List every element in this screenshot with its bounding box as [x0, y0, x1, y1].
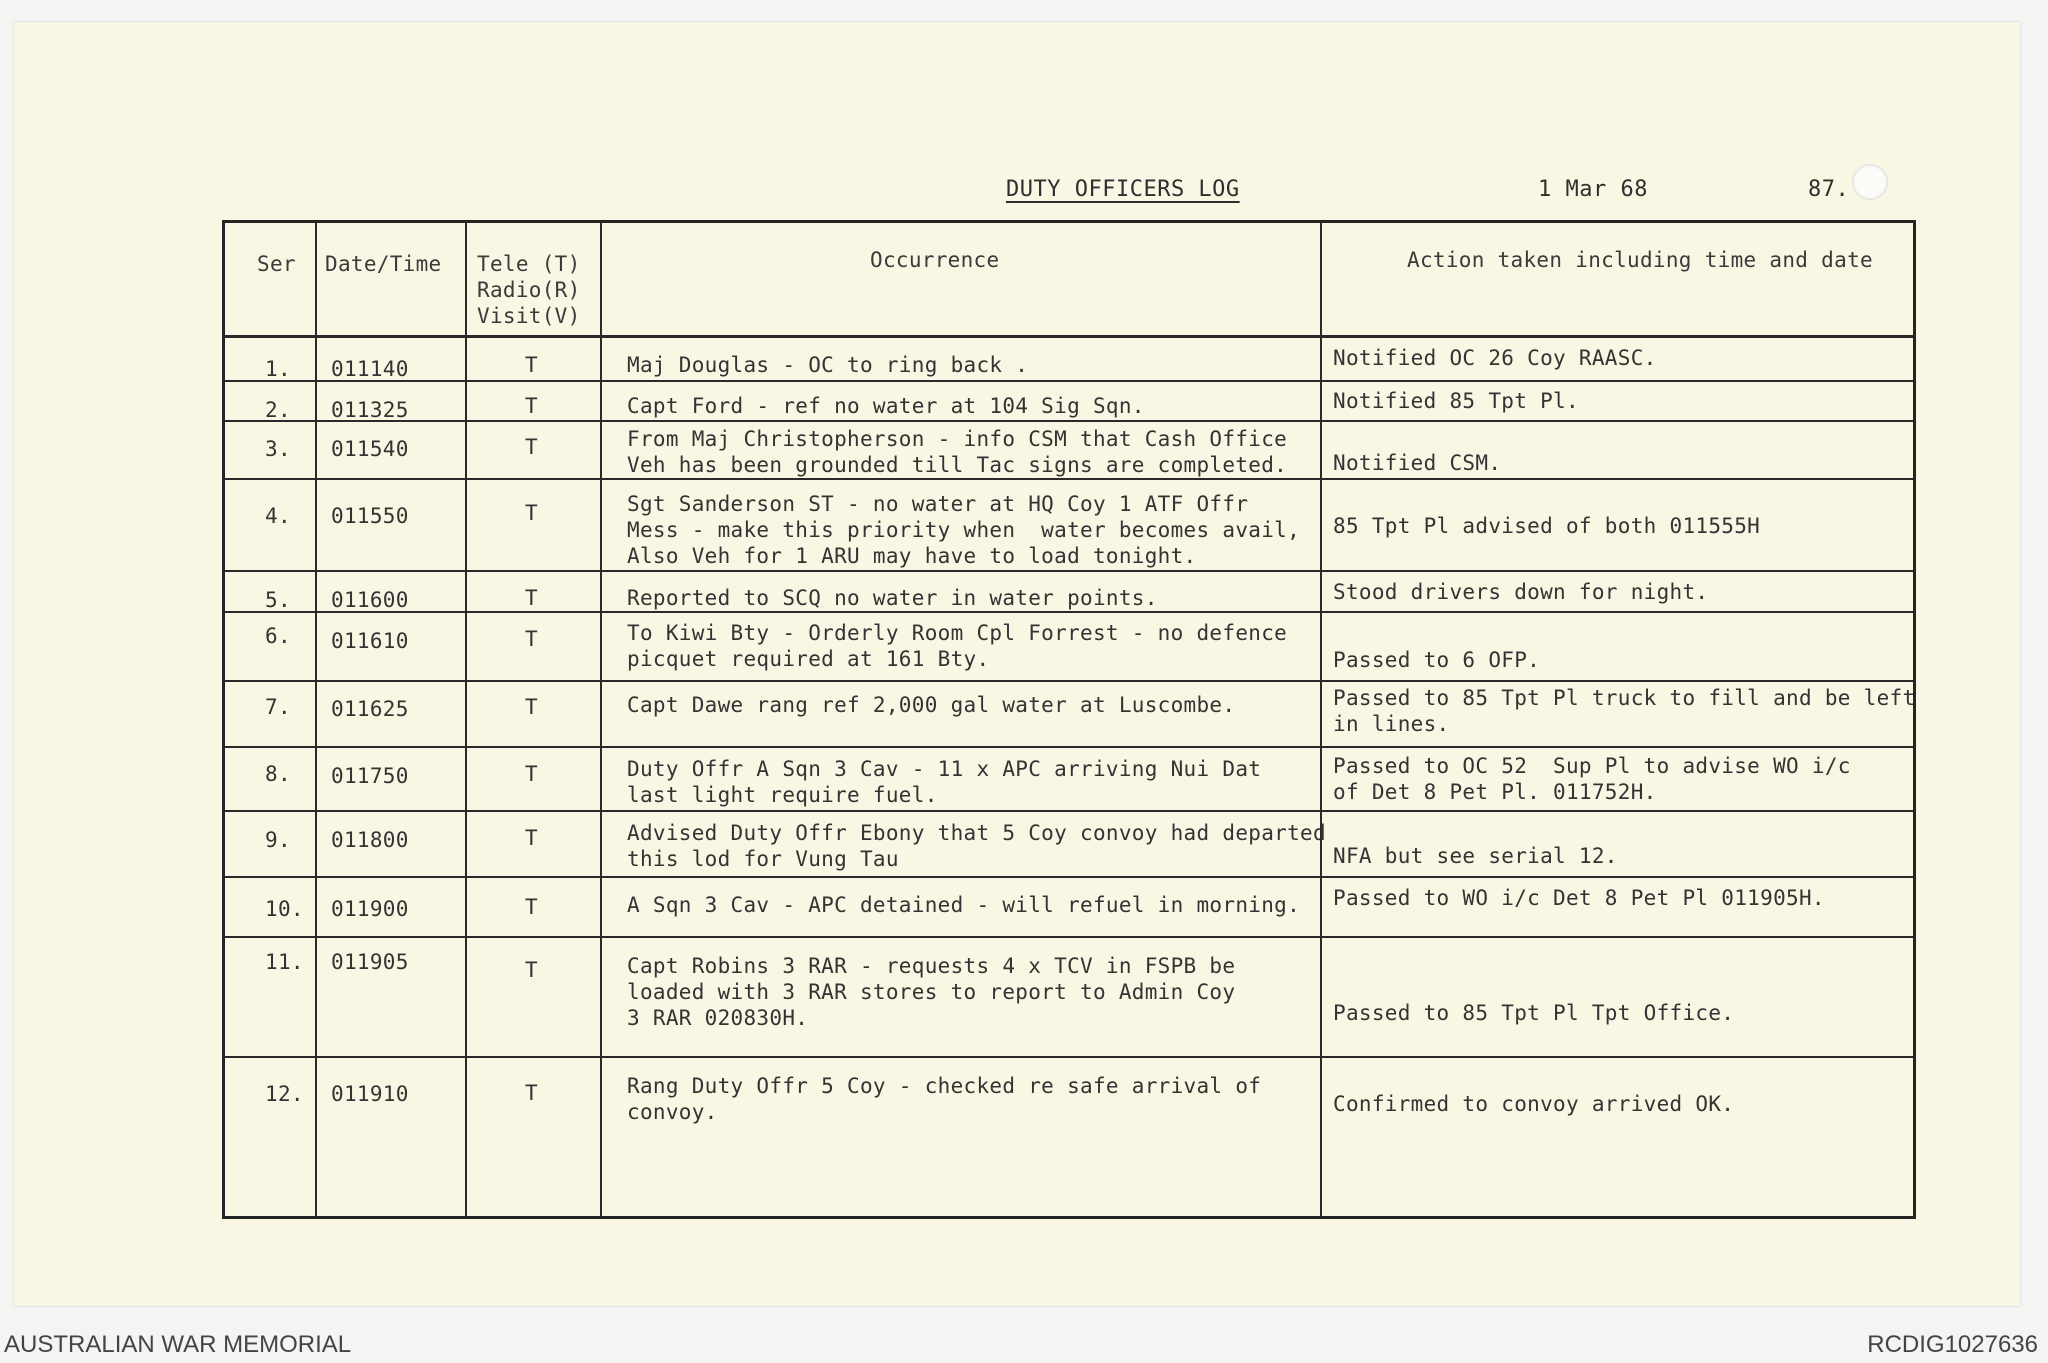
action-text: Notified 85 Tpt Pl.: [1333, 389, 1579, 413]
contact-method: T: [525, 958, 538, 982]
row-divider: [225, 1056, 1913, 1058]
date-time: 011625: [331, 697, 409, 721]
action-text: Passed to OC 52 Sup Pl to advise WO i/c of Det 8 Pet Pl. 011752H.: [1333, 754, 1851, 804]
action-text: 85 Tpt Pl advised of both 011555H: [1333, 514, 1761, 538]
serial-number: 2.: [265, 398, 291, 422]
contact-method: T: [525, 353, 538, 377]
occurrence-text: A Sqn 3 Cav - APC detained - will refuel in morning.: [627, 893, 1301, 917]
archive-credit: AUSTRALIAN WAR MEMORIAL: [4, 1331, 352, 1358]
action-text: Passed to WO i/c Det 8 Pet Pl 011905H.: [1333, 886, 1825, 910]
date-time: 011910: [331, 1082, 409, 1106]
contact-method: T: [525, 826, 538, 850]
serial-number: 9.: [265, 828, 291, 852]
column-divider: [465, 223, 467, 1216]
contact-method: T: [525, 627, 538, 651]
occurrence-text: Advised Duty Offr Ebony that 5 Coy convoy had departed this lod for Vung Tau: [627, 821, 1326, 871]
serial-number: 6.: [265, 624, 291, 648]
row-divider: [225, 810, 1913, 812]
contact-method: T: [525, 1081, 538, 1105]
row-divider: [225, 478, 1913, 480]
action-text: Stood drivers down for night.: [1333, 580, 1709, 604]
log-title: DUTY OFFICERS LOG: [1006, 177, 1240, 202]
occurrence-text: To Kiwi Bty - Orderly Room Cpl Forrest - no defence picquet required at 161 Bty.: [627, 621, 1288, 671]
column-divider: [315, 223, 317, 1216]
serial-number: 5.: [265, 588, 291, 612]
column-header-occurrence: Occurrence: [870, 248, 1000, 272]
row-divider: [225, 936, 1913, 938]
serial-number: 3.: [265, 437, 291, 461]
duty-log-table: [222, 220, 1916, 1219]
contact-method: T: [525, 895, 538, 919]
date-time: 011600: [331, 588, 409, 612]
archive-reference: RCDIG1027636: [1867, 1331, 2038, 1358]
column-header-datetime: Date/Time: [325, 252, 442, 276]
date-time: 011140: [331, 357, 409, 381]
date-time: 011325: [331, 398, 409, 422]
occurrence-text: Maj Douglas - OC to ring back .: [627, 353, 1029, 377]
date-time: 011550: [331, 504, 409, 528]
serial-number: 7.: [265, 695, 291, 719]
contact-method: T: [525, 394, 538, 418]
date-time: 011750: [331, 764, 409, 788]
occurrence-text: Capt Dawe rang ref 2,000 gal water at Luscombe.: [627, 693, 1236, 717]
contact-method: T: [525, 586, 538, 610]
row-divider: [225, 611, 1913, 613]
action-text: Notified CSM.: [1333, 451, 1502, 475]
log-date: 1 Mar 68: [1538, 177, 1648, 202]
occurrence-text: Capt Ford - ref no water at 104 Sig Sqn.: [627, 394, 1145, 418]
contact-method: T: [525, 501, 538, 525]
serial-number: 8.: [265, 762, 291, 786]
row-divider: [225, 570, 1913, 572]
punch-hole: [1852, 164, 1888, 200]
action-text: Confirmed to convoy arrived OK.: [1333, 1092, 1735, 1116]
occurrence-text: From Maj Christopherson - info CSM that Cash Office Veh has been grounded till Tac signs are completed.: [627, 427, 1288, 477]
serial-number: 12.: [265, 1082, 304, 1106]
action-text: Passed to 85 Tpt Pl Tpt Office.: [1333, 1001, 1735, 1025]
date-time: 011610: [331, 629, 409, 653]
occurrence-text: Duty Offr A Sqn 3 Cav - 11 x APC arriving Nui Dat last light require fuel.: [627, 757, 1262, 807]
document-page: [14, 22, 2020, 1306]
row-divider: [225, 680, 1913, 682]
column-header-action: Action taken including time and date: [1407, 248, 1873, 272]
row-divider: [225, 420, 1913, 422]
column-divider: [600, 223, 602, 1216]
action-text: Passed to 6 OFP.: [1333, 648, 1541, 672]
row-divider: [225, 876, 1913, 878]
serial-number: 1.: [265, 357, 291, 381]
date-time: 011800: [331, 828, 409, 852]
date-time: 011900: [331, 897, 409, 921]
column-divider: [1320, 223, 1322, 1216]
action-text: Passed to 85 Tpt Pl truck to fill and be left in lines.: [1333, 686, 1916, 736]
row-divider: [225, 380, 1913, 382]
serial-number: 11.: [265, 950, 304, 974]
column-header-method: Tele (T) Radio(R) Visit(V): [477, 252, 581, 328]
date-time: 011540: [331, 437, 409, 461]
serial-number: 10.: [265, 897, 304, 921]
contact-method: T: [525, 435, 538, 459]
page-number: 87.: [1808, 177, 1850, 202]
occurrence-text: Sgt Sanderson ST - no water at HQ Coy 1 ATF Offr Mess - make this priority when water becomes avail, Also Veh for 1 ARU may have to load tonight.: [627, 492, 1301, 568]
contact-method: T: [525, 762, 538, 786]
contact-method: T: [525, 695, 538, 719]
serial-number: 4.: [265, 504, 291, 528]
row-divider: [225, 746, 1913, 748]
action-text: Notified OC 26 Coy RAASC.: [1333, 346, 1657, 370]
occurrence-text: Reported to SCQ no water in water points.: [627, 586, 1158, 610]
date-time: 011905: [331, 950, 409, 974]
action-text: NFA but see serial 12.: [1333, 844, 1618, 868]
header-divider: [225, 335, 1913, 338]
occurrence-text: Capt Robins 3 RAR - requests 4 x TCV in FSPB be loaded with 3 RAR stores to report to Admin Coy 3 RAR 020830H.: [627, 954, 1236, 1030]
column-header-ser: Ser: [257, 252, 296, 276]
occurrence-text: Rang Duty Offr 5 Coy - checked re safe arrival of convoy.: [627, 1074, 1262, 1124]
